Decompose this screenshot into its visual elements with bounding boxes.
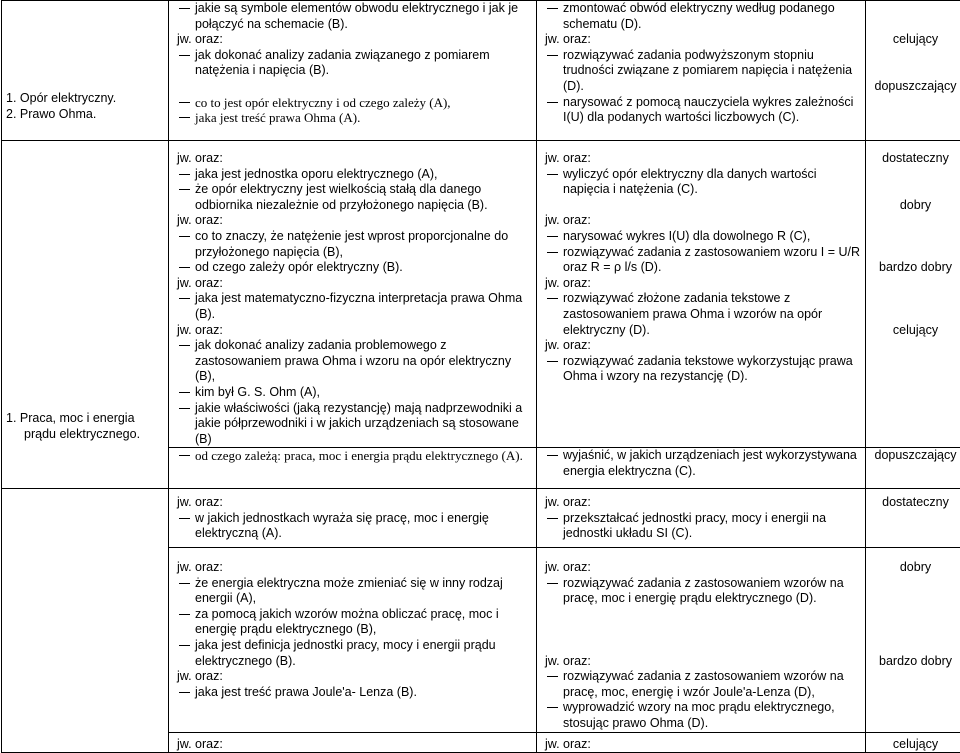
list-item: że opór elektryczny jest wielkością stałą dla danego odbiornika niezależnie od przyłożonego napięcia (B). xyxy=(177,182,532,213)
topic-cell xyxy=(2,1,169,141)
list-item: rozwiązywać złożone zadania tekstowe z zastosowaniem prawa Ohma i wzorów na opór elektryczny (D). xyxy=(545,291,861,338)
jw-label: jw. oraz: xyxy=(545,213,861,229)
topic-praca-2: prądu elektrycznego. xyxy=(6,427,164,443)
jw-label: jw. oraz: xyxy=(545,151,861,167)
jw-label: jw. oraz: xyxy=(545,338,861,354)
skills-cell xyxy=(537,489,866,548)
list-item: jak dokonać analizy zadania problemowego z zastosowaniem prawa Ohma i wzoru na opór elektryczny (B), xyxy=(177,338,532,385)
grade-cell xyxy=(866,1,960,141)
list-item: że energia elektryczna może zmieniać się w inny rodzaj energii (A), xyxy=(177,576,532,607)
list-item: za pomocą jakich wzorów można obliczać pracę, moc i energię prądu elektrycznego (B), xyxy=(177,607,532,638)
list-item: narysować wykres I(U) dla dowolnego R (C), xyxy=(545,229,861,245)
list-item: wyliczyć opór elektryczny dla danych wartości napięcia i natężenia (C). xyxy=(545,167,861,198)
grade-cell xyxy=(866,448,960,489)
list-item: jak dokonać analizy zadania związanego z pomiarem natężenia i napięcia (B). xyxy=(177,48,532,79)
grade-label: bardzo dobry xyxy=(866,260,960,276)
list-item: wyprowadzić wzory na moc prądu elektrycznego, stosując prawo Ohma (D). xyxy=(545,700,861,731)
skills-cell xyxy=(537,732,866,753)
knowledge-cell xyxy=(169,141,537,448)
jw-label: jw. oraz: xyxy=(177,276,532,292)
jw-label: jw. oraz: xyxy=(545,560,861,576)
jw-label: jw. oraz: xyxy=(545,654,861,670)
skills-cell xyxy=(537,548,866,733)
jw-label: jw. oraz: xyxy=(177,495,532,511)
jw-label: jw. oraz: xyxy=(177,213,532,229)
topic-prawo-ohma: 2. Prawo Ohma. xyxy=(6,107,164,123)
knowledge-cell xyxy=(169,548,537,733)
list-item: jakie są symbole elementów obwodu elektrycznego i jak je połączyć na schemacie (B). xyxy=(177,1,532,32)
grade-cell xyxy=(866,141,960,448)
list-item: w jakich jednostkach wyraża się pracę, moc i energię elektryczną (A). xyxy=(177,511,532,542)
knowledge-cell xyxy=(169,489,537,548)
skills-cell xyxy=(537,448,866,489)
topic-cell xyxy=(2,489,169,753)
knowledge-cell xyxy=(169,732,537,753)
grade-label: celujący xyxy=(866,323,960,339)
knowledge-cell xyxy=(169,448,537,489)
list-item: jakie właściwości (jaką rezystancję) mają nadprzewodniki a jakie półprzewodniki i w jakich urządzeniach są stosowane (B) xyxy=(177,401,532,448)
grade-cell xyxy=(866,732,960,753)
list-item: jaka jest treść prawa Joule'a- Lenza (B). xyxy=(177,685,532,701)
jw-label: jw. oraz: xyxy=(545,276,861,292)
table-row xyxy=(2,141,960,448)
jw-label: jw. oraz: xyxy=(177,32,532,48)
list-item: rozwiązywać zadania z zastosowaniem wzoru I = U/R oraz R = ρ l/s (D). xyxy=(545,245,861,276)
jw-label: jw. oraz: xyxy=(177,669,532,685)
requirements-table xyxy=(1,0,960,489)
grade-label: celujący xyxy=(866,32,960,48)
knowledge-cell xyxy=(169,1,537,141)
table-row xyxy=(2,489,960,548)
jw-label: jw. oraz: xyxy=(177,323,532,339)
list-item: kim był G. S. Ohm (A), xyxy=(177,385,532,401)
list-item: rozwiązywać zadania z zastosowaniem wzorów na pracę, moc i energię prądu elektrycznego (D). xyxy=(545,576,861,607)
list-item: jaka jest jednostka oporu elektrycznego (A), xyxy=(177,167,532,183)
list-item: rozwiązywać zadania podwyższonym stopniu trudności związane z pomiarem napięcia i natężenia (D). xyxy=(545,48,861,95)
grade-label: bardzo dobry xyxy=(866,654,960,670)
grade-label: celujący xyxy=(866,737,960,753)
jw-label: jw. oraz: xyxy=(177,737,532,753)
grade-label: dostateczny xyxy=(866,495,960,511)
grade-label: dopuszczający xyxy=(866,79,960,95)
list-item: co to jest opór elektryczny i od czego zależy (A), xyxy=(177,95,532,111)
grade-label: dopuszczający xyxy=(866,448,960,464)
list-item: jaka jest treść prawa Ohma (A). xyxy=(177,110,532,126)
topic-cell xyxy=(2,141,169,489)
grade-cell xyxy=(866,548,960,733)
jw-label: jw. oraz: xyxy=(177,560,532,576)
list-item: rozwiązywać zadania z zastosowaniem wzorów na pracę, moc, energię i wzór Joule'a-Lenza (D), xyxy=(545,669,861,700)
jw-label: jw. oraz: xyxy=(545,32,861,48)
list-item: jaka jest matematyczno-fizyczna interpretacja prawa Ohma (B). xyxy=(177,291,532,322)
skills-cell xyxy=(537,1,866,141)
list-item: zmontować obwód elektryczny według podanego schematu (D). xyxy=(545,1,861,32)
grade-cell xyxy=(866,489,960,548)
jw-label: jw. oraz: xyxy=(545,495,861,511)
list-item: jaka jest definicja jednostki pracy, mocy i energii prądu elektrycznego (B). xyxy=(177,638,532,669)
grade-label: dostateczny xyxy=(866,151,960,167)
list-item: co to znaczy, że natężenie jest wprost proporcjonalne do przyłożonego napięcia (B), xyxy=(177,229,532,260)
topic-praca: 1. Praca, moc i energia xyxy=(6,411,164,427)
skills-cell xyxy=(537,141,866,448)
list-item: rozwiązywać zadania tekstowe wykorzystując prawa Ohma i wzory na rezystancję (D). xyxy=(545,354,861,385)
list-item: od czego zależą: praca, moc i energia prądu elektrycznego (A). xyxy=(177,448,532,464)
list-item: wyjaśnić, w jakich urządzeniach jest wykorzystywana energia elektryczna (C). xyxy=(545,448,861,479)
jw-label: jw. oraz: xyxy=(177,151,532,167)
requirements-table-continued xyxy=(1,488,960,753)
list-item: od czego zależy opór elektryczny (B). xyxy=(177,260,532,276)
jw-label: jw. oraz: xyxy=(545,737,861,753)
grade-label: dobry xyxy=(866,198,960,214)
list-item: przekształcać jednostki pracy, mocy i energii na jednostki układu SI (C). xyxy=(545,511,861,542)
topic-opor: 1. Opór elektryczny. xyxy=(6,91,164,107)
list-item: narysować z pomocą nauczyciela wykres zależności I(U) dla podanych wartości liczbowych (C). xyxy=(545,95,861,126)
table-row xyxy=(2,1,960,141)
grade-label: dobry xyxy=(866,560,960,576)
